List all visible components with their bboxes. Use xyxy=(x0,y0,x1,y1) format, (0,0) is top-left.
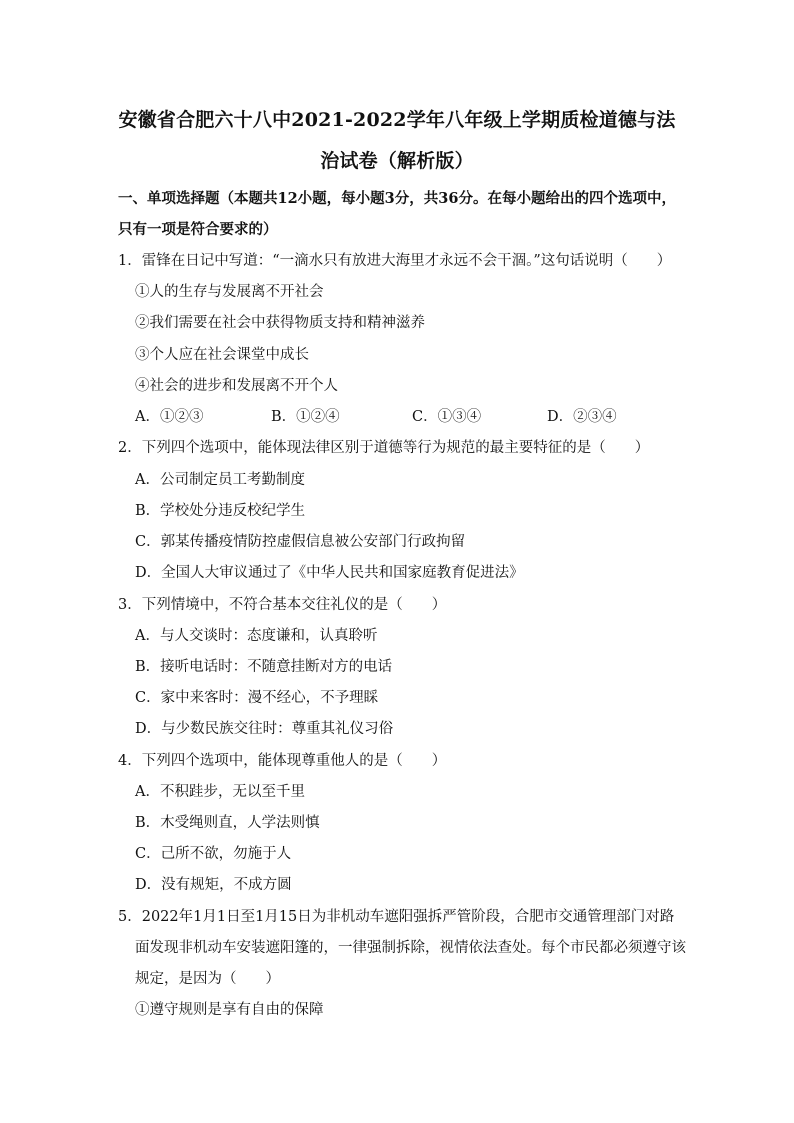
question-3-stem: 3．下列情境中，不符合基本交往礼仪的是（ ） xyxy=(118,597,447,613)
section-heading-line-1: 一、单项选择题（本题共12小题，每小题3分，共36分。在每小题给出的四个选项中， xyxy=(118,190,676,207)
question-1-statement: ①人的生存与发展离不开社会 xyxy=(135,284,324,300)
question-3-option-c: C．家中来客时：漫不经心，不予理睬 xyxy=(135,690,379,706)
question-2-option-c: C．郭某传播疫情防控虚假信息被公安部门行政拘留 xyxy=(135,534,466,550)
option-d: D．②③④ xyxy=(547,409,617,425)
document-title-line-2: 治试卷（解析版） xyxy=(320,150,474,172)
question-3-option-b: B．接听电话时：不随意挂断对方的电话 xyxy=(135,659,393,675)
question-4-option-a: A．不积跬步，无以至千里 xyxy=(135,784,305,800)
question-1-stem: 1．雷锋在日记中写道：“一滴水只有放进大海里才永远不会干涸。”这句话说明（ ） xyxy=(118,253,672,269)
question-2-option-a: A．公司制定员工考勤制度 xyxy=(135,472,305,488)
question-1-statement: ④社会的进步和发展离不开个人 xyxy=(135,378,338,394)
question-3-option-d: D．与少数民族交往时：尊重其礼仪习俗 xyxy=(135,721,394,737)
question-2-option-d: D．全国人大审议通过了《中华人民共和国家庭教育促进法》 xyxy=(135,565,524,581)
question-5-stem-line-1: 5．2022年1月1日至1月15日为非机动车遮阳强拆严管阶段，合肥市交通管理部门对路 xyxy=(118,909,675,925)
question-4-option-c: C．己所不欲，勿施于人 xyxy=(135,846,292,862)
option-c: C．①③④ xyxy=(412,409,482,425)
question-1-statement: ②我们需要在社会中获得物质支持和精神滋养 xyxy=(135,315,425,331)
question-1-statement: ③个人应在社会课堂中成长 xyxy=(135,347,309,363)
question-4-option-d: D．没有规矩，不成方圆 xyxy=(135,877,292,893)
question-5-statement: ①遵守规则是享有自由的保障 xyxy=(135,1002,324,1018)
question-2-stem: 2．下列四个选项中，能体现法律区别于道德等行为规范的最主要特征的是（ ） xyxy=(118,440,650,456)
question-5-stem-line-2: 面发现非机动车安装遮阳篷的，一律强制拆除，视情依法查处。每个市民都必须遵守该 xyxy=(135,940,686,956)
section-heading-line-2: 只有一项是符合要求的） xyxy=(118,221,278,238)
document-title-line-1: 安徽省合肥六十八中2021-2022学年八年级上学期质检道德与法 xyxy=(118,109,676,131)
question-4-stem: 4．下列四个选项中，能体现尊重他人的是（ ） xyxy=(118,753,447,769)
option-a: A．①②③ xyxy=(135,409,204,425)
question-4-option-b: B．木受绳则直，人学法则慎 xyxy=(135,815,320,831)
option-b: B．①②④ xyxy=(271,409,340,425)
question-3-option-a: A．与人交谈时：态度谦和，认真聆听 xyxy=(135,628,378,644)
question-2-option-b: B．学校处分违反校纪学生 xyxy=(135,503,306,519)
question-5-stem-line-3: 规定，是因为（ ） xyxy=(135,971,280,987)
